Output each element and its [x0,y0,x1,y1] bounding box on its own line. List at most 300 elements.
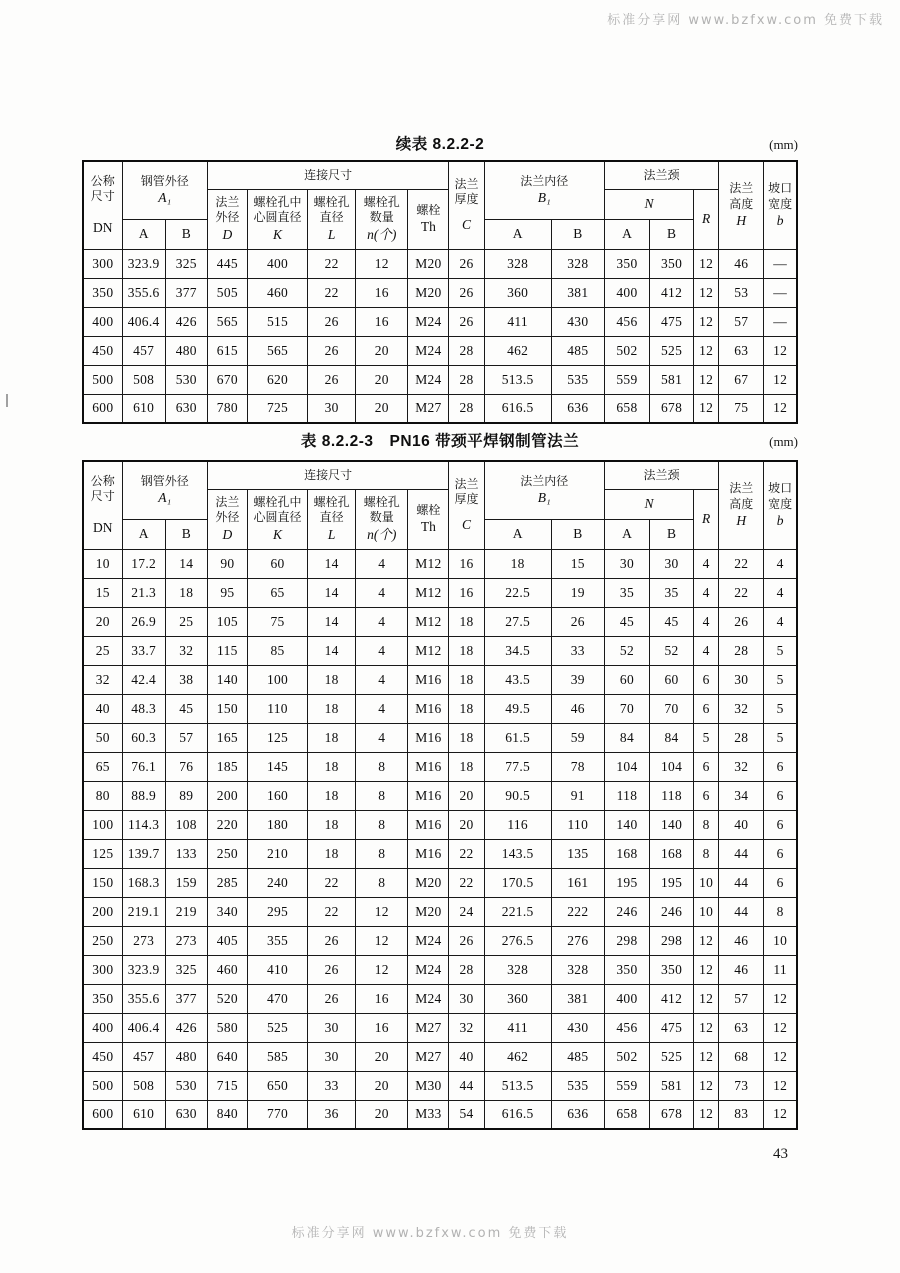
cell-flange-od-d: 115 [207,636,247,665]
cell-bolt-qty-n: 16 [356,984,408,1013]
cell-neck-b: 35 [650,578,694,607]
cell-neck-b: 140 [650,810,694,839]
cell-flange-od-d: 200 [207,781,247,810]
cell-height-h: 32 [719,694,764,723]
cell-dn: 25 [83,636,122,665]
cell-bolt-th: M24 [408,926,449,955]
cell-pipe-od-b: 159 [165,868,207,897]
cell-neck-a: 45 [604,607,649,636]
cell-thickness-c: 28 [449,365,484,394]
cell-bolt-qty-n: 12 [356,955,408,984]
cell-neck-a: 140 [604,810,649,839]
cell-flange-id-a: 513.5 [484,365,551,394]
cell-flange-id-a: 34.5 [484,636,551,665]
header-groove-width-label: b [776,512,784,528]
cell-thickness-c: 20 [449,810,484,839]
cell-flange-id-b: 222 [551,897,604,926]
header-flange-height [719,161,764,249]
cell-bolt-circle-k: 355 [247,926,307,955]
cell-bolt-th: M16 [408,752,449,781]
cell-neck-b: 412 [650,984,694,1013]
header-connect-dims-label: 连接尺寸 [304,467,353,482]
cell-bolt-th: M12 [408,549,449,578]
header-groove-width [764,161,797,249]
table-row [83,1013,797,1042]
cell-height-h: 68 [719,1042,764,1071]
cell-neck-a: 52 [604,636,649,665]
cell-bolt-th: M12 [408,607,449,636]
cell-bolt-hole-l: 14 [308,636,356,665]
cell-bolt-th: M27 [408,394,449,423]
cell-height-h: 63 [719,1013,764,1042]
cell-neck-a: 502 [604,1042,649,1071]
header-pipe-od-a [122,519,165,549]
cell-dn: 200 [83,897,122,926]
cell-thickness-c: 22 [449,839,484,868]
cell-pipe-od-a: 139.7 [122,839,165,868]
header-bolt-hole-qty-label: n(个) [367,526,397,542]
scan-artifact [6,394,8,407]
header-flange-height-label: H [736,212,747,228]
cell-flange-id-b: 161 [551,868,604,897]
cell-bolt-qty-n: 8 [356,810,408,839]
cell-flange-id-b: 110 [551,810,604,839]
cell-neck-b: 525 [650,1042,694,1071]
cell-bolt-hole-l: 14 [308,578,356,607]
cell-neck-b: 475 [650,307,694,336]
table-body [83,549,797,1129]
cell-bolt-circle-k: 565 [247,336,307,365]
table-row [83,723,797,752]
cell-height-h: 46 [719,926,764,955]
cell-pipe-od-a: 219.1 [122,897,165,926]
cell-bolt-circle-k: 515 [247,307,307,336]
cell-r: 5 [694,723,719,752]
cell-groove-b: 6 [764,810,797,839]
cell-flange-id-b: 381 [551,984,604,1013]
cell-neck-a: 168 [604,839,649,868]
cell-thickness-c: 20 [449,781,484,810]
cell-flange-id-b: 135 [551,839,604,868]
cell-pipe-od-a: 17.2 [122,549,165,578]
cell-neck-b: 525 [650,336,694,365]
header-flange-od [207,489,247,549]
cell-bolt-th: M24 [408,336,449,365]
header-neck-n [604,489,693,519]
cell-bolt-qty-n: 8 [356,781,408,810]
header-flange-id-label: B₁ [537,190,551,206]
cell-r: 10 [694,897,719,926]
cell-flange-id-b: 485 [551,1042,604,1071]
cell-pipe-od-b: 377 [165,278,207,307]
cell-pipe-od-a: 26.9 [122,607,165,636]
cell-flange-id-a: 116 [484,810,551,839]
cell-bolt-hole-l: 22 [308,278,356,307]
header-bolt-label: 螺栓 [416,202,441,217]
header-flange-thickness-label: 法兰厚度 [454,476,479,507]
cell-flange-id-a: 513.5 [484,1071,551,1100]
header-groove-width-label: 坡口宽度 [768,181,793,211]
cell-bolt-hole-l: 18 [308,694,356,723]
cell-flange-id-a: 43.5 [484,665,551,694]
cell-pipe-od-b: 426 [165,1013,207,1042]
table-row [83,955,797,984]
cell-dn: 250 [83,926,122,955]
table-row [83,307,797,336]
cell-pipe-od-b: 325 [165,955,207,984]
cell-flange-od-d: 670 [207,365,247,394]
cell-flange-id-b: 15 [551,549,604,578]
cell-flange-id-a: 221.5 [484,897,551,926]
header-pipe-od-b [165,219,207,249]
cell-flange-id-a: 616.5 [484,394,551,423]
cell-pipe-od-a: 60.3 [122,723,165,752]
cell-thickness-c: 54 [449,1100,484,1129]
cell-r: 8 [694,810,719,839]
header-bolt-label: Th [420,219,436,235]
cell-flange-id-a: 90.5 [484,781,551,810]
cell-bolt-qty-n: 4 [356,723,408,752]
cell-pipe-od-b: 18 [165,578,207,607]
cell-neck-b: 84 [650,723,694,752]
cell-dn: 10 [83,549,122,578]
cell-groove-b: 12 [764,1071,797,1100]
cell-neck-b: 350 [650,249,694,278]
cell-bolt-circle-k: 400 [247,249,307,278]
header-pipe-od [122,161,207,219]
cell-dn: 350 [83,984,122,1013]
table-row [83,278,797,307]
table-unit-label: (mm) [769,137,798,152]
cell-pipe-od-a: 610 [122,1100,165,1129]
cell-bolt-qty-n: 4 [356,549,408,578]
header-flange-od-label: D [222,226,233,242]
table-row [83,752,797,781]
header-bolt-circle-label: K [273,526,283,542]
cell-neck-b: 350 [650,955,694,984]
cell-pipe-od-a: 457 [122,336,165,365]
cell-r: 10 [694,868,719,897]
cell-neck-b: 246 [650,897,694,926]
cell-flange-od-d: 185 [207,752,247,781]
cell-groove-b: 12 [764,1013,797,1042]
cell-neck-b: 195 [650,868,694,897]
cell-thickness-c: 22 [449,868,484,897]
header-connect-dims-label: 连接尺寸 [304,167,353,182]
cell-thickness-c: 26 [449,926,484,955]
cell-bolt-qty-n: 12 [356,249,408,278]
header-nominal-size-label: DN [93,220,113,236]
cell-pipe-od-b: 325 [165,249,207,278]
cell-thickness-c: 18 [449,607,484,636]
header-bolt-hole-dia-label: L [327,226,336,242]
cell-thickness-c: 44 [449,1071,484,1100]
table-row [83,578,797,607]
cell-thickness-c: 24 [449,897,484,926]
cell-r: 4 [694,636,719,665]
cell-flange-id-b: 91 [551,781,604,810]
header-flange-thickness-label: C [462,217,472,233]
cell-pipe-od-a: 168.3 [122,868,165,897]
cell-neck-b: 70 [650,694,694,723]
cell-neck-b: 60 [650,665,694,694]
cell-flange-od-d: 165 [207,723,247,752]
header-pipe-od-a-label: A [138,526,149,542]
header-flange-neck [604,461,718,489]
cell-height-h: 46 [719,955,764,984]
cell-groove-b: 12 [764,365,797,394]
header-bolt-hole-dia-label: 螺栓孔直径 [313,195,350,225]
header-flange-id-label: B₁ [537,490,551,506]
cell-pipe-od-a: 508 [122,365,165,394]
cell-bolt-th: M20 [408,249,449,278]
cell-r: 6 [694,665,719,694]
cell-groove-b: 5 [764,665,797,694]
header-connect-dims [207,461,449,489]
table-header [83,461,797,549]
cell-neck-a: 298 [604,926,649,955]
cell-bolt-qty-n: 8 [356,868,408,897]
header-bolt-hole-dia-label: L [327,526,336,542]
header-pipe-od-label: A₁ [158,490,172,506]
header-pipe-od-label: 钢管外径 [140,173,189,188]
header-nominal-size-label: 公称尺寸 [90,473,115,504]
cell-dn: 40 [83,694,122,723]
cell-bolt-qty-n: 20 [356,1100,408,1129]
cell-flange-od-d: 95 [207,578,247,607]
cell-bolt-th: M12 [408,636,449,665]
cell-pipe-od-b: 377 [165,984,207,1013]
cell-bolt-qty-n: 20 [356,365,408,394]
cell-bolt-th: M20 [408,278,449,307]
cell-height-h: 44 [719,897,764,926]
cell-groove-b: 5 [764,694,797,723]
cell-groove-b: 6 [764,752,797,781]
flange-table-continued [82,160,798,424]
cell-bolt-circle-k: 160 [247,781,307,810]
cell-bolt-hole-l: 22 [308,868,356,897]
table-row [83,897,797,926]
header-flange-od-label: D [222,526,233,542]
cell-neck-a: 559 [604,365,649,394]
header-bolt-label: Th [420,519,436,535]
cell-thickness-c: 40 [449,1042,484,1071]
header-flange-id [484,461,604,519]
cell-dn: 350 [83,278,122,307]
cell-pipe-od-b: 108 [165,810,207,839]
cell-groove-b: 6 [764,839,797,868]
header-flange-id-a-label: A [512,226,523,242]
header-radius [694,489,719,549]
cell-dn: 100 [83,810,122,839]
table-block-continued [82,129,798,424]
cell-bolt-qty-n: 20 [356,394,408,423]
header-groove-width [764,461,797,549]
cell-bolt-hole-l: 14 [308,549,356,578]
cell-height-h: 30 [719,665,764,694]
header-pipe-od-b [165,519,207,549]
table-row [83,1071,797,1100]
cell-neck-a: 30 [604,549,649,578]
cell-pipe-od-a: 88.9 [122,781,165,810]
cell-flange-id-a: 616.5 [484,1100,551,1129]
cell-bolt-hole-l: 26 [308,307,356,336]
cell-neck-b: 298 [650,926,694,955]
table-title: 续表 8.2.2-2 [395,136,485,153]
cell-pipe-od-b: 219 [165,897,207,926]
header-pipe-od-label: A₁ [158,190,172,206]
cell-neck-a: 84 [604,723,649,752]
cell-bolt-qty-n: 8 [356,839,408,868]
header-connect-dims [207,161,449,189]
header-nominal-size [83,161,122,249]
cell-flange-id-a: 61.5 [484,723,551,752]
cell-flange-od-d: 615 [207,336,247,365]
header-flange-height-label: H [736,512,747,528]
cell-bolt-hole-l: 33 [308,1071,356,1100]
header-neck-n-label: N [644,496,654,512]
cell-flange-id-a: 170.5 [484,868,551,897]
cell-bolt-circle-k: 585 [247,1042,307,1071]
cell-bolt-qty-n: 12 [356,897,408,926]
cell-height-h: 57 [719,307,764,336]
header-groove-width-label: 坡口宽度 [768,481,793,511]
cell-pipe-od-a: 355.6 [122,984,165,1013]
cell-bolt-hole-l: 22 [308,897,356,926]
cell-thickness-c: 18 [449,665,484,694]
cell-dn: 400 [83,307,122,336]
cell-r: 12 [694,926,719,955]
cell-height-h: 22 [719,549,764,578]
cell-height-h: 34 [719,781,764,810]
cell-bolt-th: M16 [408,810,449,839]
table-row [83,984,797,1013]
cell-dn: 450 [83,1042,122,1071]
table-row [83,394,797,423]
table-block-pn16 [82,424,798,1130]
cell-flange-id-a: 462 [484,336,551,365]
header-radius-label: R [702,511,711,527]
cell-height-h: 67 [719,365,764,394]
header-pipe-od-a [122,219,165,249]
cell-groove-b: 4 [764,607,797,636]
cell-flange-od-d: 405 [207,926,247,955]
cell-groove-b: — [764,307,797,336]
cell-flange-id-a: 411 [484,307,551,336]
cell-neck-b: 118 [650,781,694,810]
cell-bolt-hole-l: 18 [308,665,356,694]
cell-bolt-hole-l: 30 [308,1042,356,1071]
header-pipe-od-b-label: B [181,526,191,542]
cell-pipe-od-a: 273 [122,926,165,955]
cell-bolt-th: M24 [408,365,449,394]
table-row [83,549,797,578]
header-neck-a [604,219,649,249]
cell-neck-a: 60 [604,665,649,694]
cell-groove-b: 10 [764,926,797,955]
cell-bolt-th: M20 [408,897,449,926]
header-pipe-od-a-label: A [138,226,149,242]
header-bolt-hole-qty-label: n(个) [367,226,397,242]
cell-groove-b: 6 [764,868,797,897]
cell-thickness-c: 18 [449,723,484,752]
cell-neck-a: 658 [604,394,649,423]
header-bolt-circle-label: 螺栓孔中心圆直径 [253,495,302,525]
cell-bolt-qty-n: 16 [356,1013,408,1042]
header-nominal-size-label: DN [93,520,113,536]
cell-thickness-c: 28 [449,394,484,423]
cell-bolt-qty-n: 4 [356,665,408,694]
cell-height-h: 44 [719,839,764,868]
cell-r: 12 [694,1071,719,1100]
cell-flange-id-a: 143.5 [484,839,551,868]
cell-pipe-od-b: 76 [165,752,207,781]
cell-pipe-od-a: 355.6 [122,278,165,307]
cell-bolt-hole-l: 18 [308,723,356,752]
cell-flange-id-a: 18 [484,549,551,578]
table-row [83,839,797,868]
cell-dn: 32 [83,665,122,694]
header-bolt-circle [247,189,307,249]
cell-thickness-c: 26 [449,307,484,336]
cell-pipe-od-a: 508 [122,1071,165,1100]
cell-bolt-qty-n: 20 [356,1042,408,1071]
cell-bolt-circle-k: 650 [247,1071,307,1100]
cell-bolt-th: M16 [408,723,449,752]
header-radius [694,189,719,249]
cell-neck-b: 678 [650,1100,694,1129]
page-number: 43 [773,1146,788,1162]
header-flange-id-a-label: A [512,526,523,542]
cell-bolt-th: M24 [408,955,449,984]
cell-flange-id-a: 77.5 [484,752,551,781]
header-flange-id-b-label: B [573,526,583,542]
header-flange-id-a [484,519,551,549]
cell-dn: 450 [83,336,122,365]
cell-bolt-hole-l: 26 [308,365,356,394]
cell-flange-od-d: 105 [207,607,247,636]
cell-bolt-th: M16 [408,665,449,694]
cell-flange-id-b: 636 [551,1100,604,1129]
cell-dn: 125 [83,839,122,868]
cell-bolt-qty-n: 4 [356,694,408,723]
cell-neck-b: 475 [650,1013,694,1042]
header-pipe-od-b-label: B [181,226,191,242]
cell-bolt-qty-n: 20 [356,336,408,365]
cell-flange-id-b: 485 [551,336,604,365]
header-groove-width-label: b [776,212,784,228]
cell-bolt-qty-n: 4 [356,636,408,665]
header-flange-id [484,161,604,219]
cell-height-h: 83 [719,1100,764,1129]
cell-bolt-th: M24 [408,307,449,336]
table-row [83,1100,797,1129]
table-row [83,607,797,636]
cell-flange-id-b: 328 [551,249,604,278]
cell-dn: 500 [83,1071,122,1100]
cell-bolt-qty-n: 20 [356,1071,408,1100]
cell-bolt-hole-l: 14 [308,607,356,636]
cell-r: 12 [694,1100,719,1129]
cell-flange-id-b: 59 [551,723,604,752]
cell-flange-od-d: 250 [207,839,247,868]
cell-bolt-circle-k: 85 [247,636,307,665]
cell-bolt-hole-l: 22 [308,249,356,278]
header-nominal-size-label: 公称尺寸 [90,173,115,204]
cell-pipe-od-b: 480 [165,1042,207,1071]
cell-neck-b: 678 [650,394,694,423]
cell-pipe-od-a: 406.4 [122,307,165,336]
